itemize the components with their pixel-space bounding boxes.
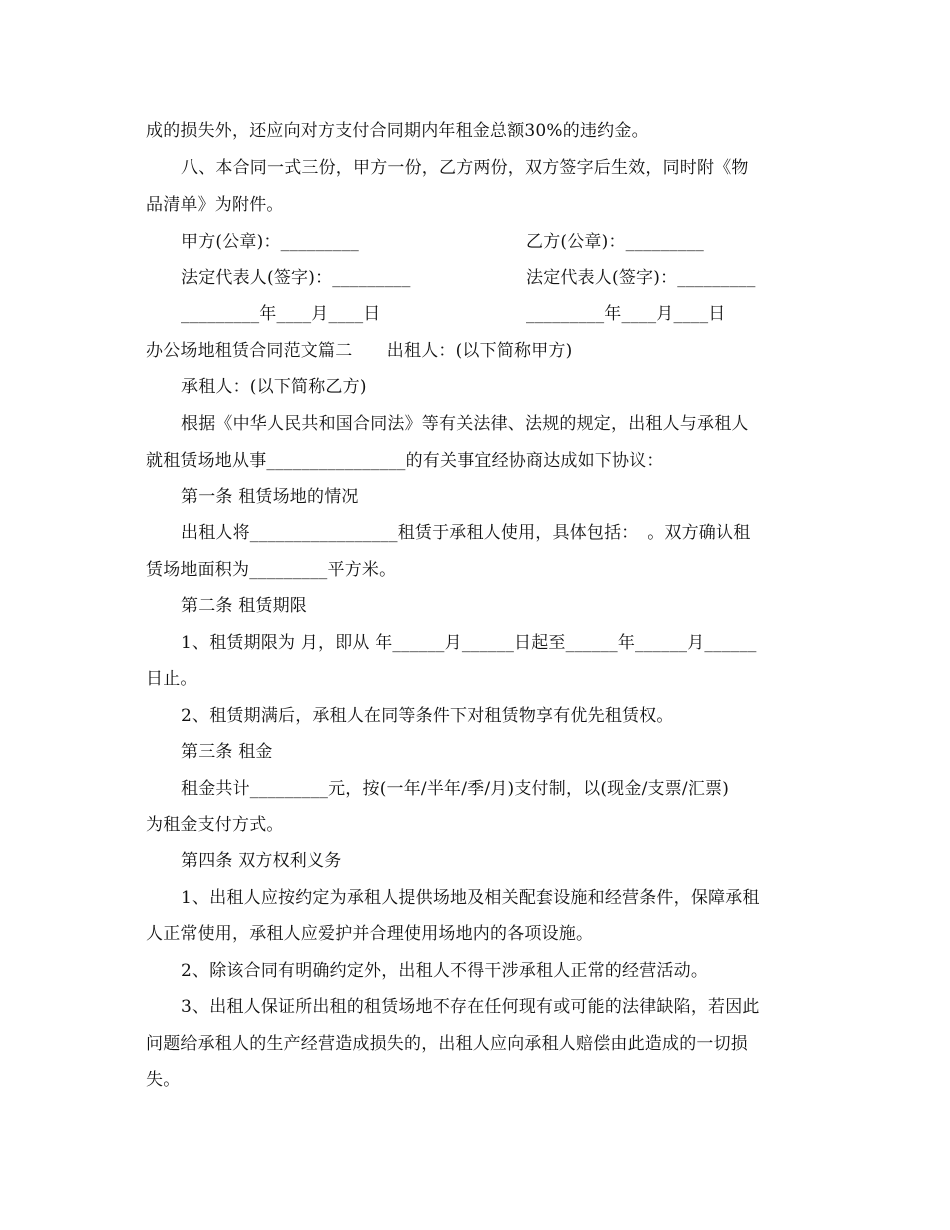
party-b-seal: 乙方(公章)：_________: [526, 232, 704, 252]
party-a-seal: 甲方(公章)：_________: [181, 232, 359, 252]
text-line: 成的损失外，还应向对方支付合同期内年租金总额30%的违约金。: [146, 121, 649, 141]
text-line: 品清单》为附件。: [146, 195, 284, 215]
article-heading: 第二条 租赁期限: [181, 596, 308, 616]
article-heading: 第三条 租金: [181, 742, 273, 762]
text-line: 根据《中华人民共和国合同法》等有关法律、法规的规定，出租人与承租人: [181, 414, 749, 434]
text-line: 人正常使用，承租人应爱护并合理使用场地内的各项设施。: [146, 924, 594, 944]
party-b-date: _________年____月____日: [526, 304, 726, 324]
text-line: 出租人将_________________租赁于承租人使用，具体包括： 。双方确认租: [181, 523, 751, 543]
article-heading: 第一条 租赁场地的情况: [181, 487, 359, 507]
text-line: 失。: [146, 1070, 181, 1090]
section-title: 办公场地租赁合同范文篇二 出租人：(以下简称甲方): [146, 341, 573, 361]
text-line: 就租赁场地从事________________的有关事宜经协商达成如下协议：: [146, 451, 664, 471]
party-a-representative: 法定代表人(签字)：_________: [181, 268, 411, 288]
text-line: 2、除该合同有明确约定外，出租人不得干涉承租人正常的经营活动。: [181, 961, 709, 981]
party-b-representative: 法定代表人(签字)：_________: [526, 268, 756, 288]
party-a-date: _________年____月____日: [181, 304, 381, 324]
article-heading: 第四条 双方权利义务: [181, 851, 342, 871]
text-line: 2、租赁期满后，承租人在同等条件下对租赁物享有优先租赁权。: [181, 706, 674, 726]
text-line: 3、出租人保证所出租的租赁场地不存在任何现有或可能的法律缺陷，若因此: [181, 997, 760, 1017]
text-line: 承租人：(以下简称乙方): [181, 377, 367, 397]
text-line: 1、出租人应按约定为承租人提供场地及相关配套设施和经营条件，保障承租: [181, 888, 760, 908]
text-line: 日止。: [146, 669, 198, 689]
text-line: 1、租赁期限为 月，即从 年______月______日起至______年______月______: [181, 633, 757, 653]
text-line: 八、本合同一式三份，甲方一份，乙方两份，双方签字后生效，同时附《物: [181, 158, 749, 178]
text-line: 租金共计_________元，按(一年/半年/季/月)支付制，以(现金/支票/汇票): [181, 779, 730, 799]
text-line: 赁场地面积为_________平方米。: [146, 560, 397, 580]
text-line: 问题给承租人的生产经营造成损失的，出租人应向承租人赔偿由此造成的一切损: [146, 1034, 748, 1054]
text-line: 为租金支付方式。: [146, 815, 284, 835]
